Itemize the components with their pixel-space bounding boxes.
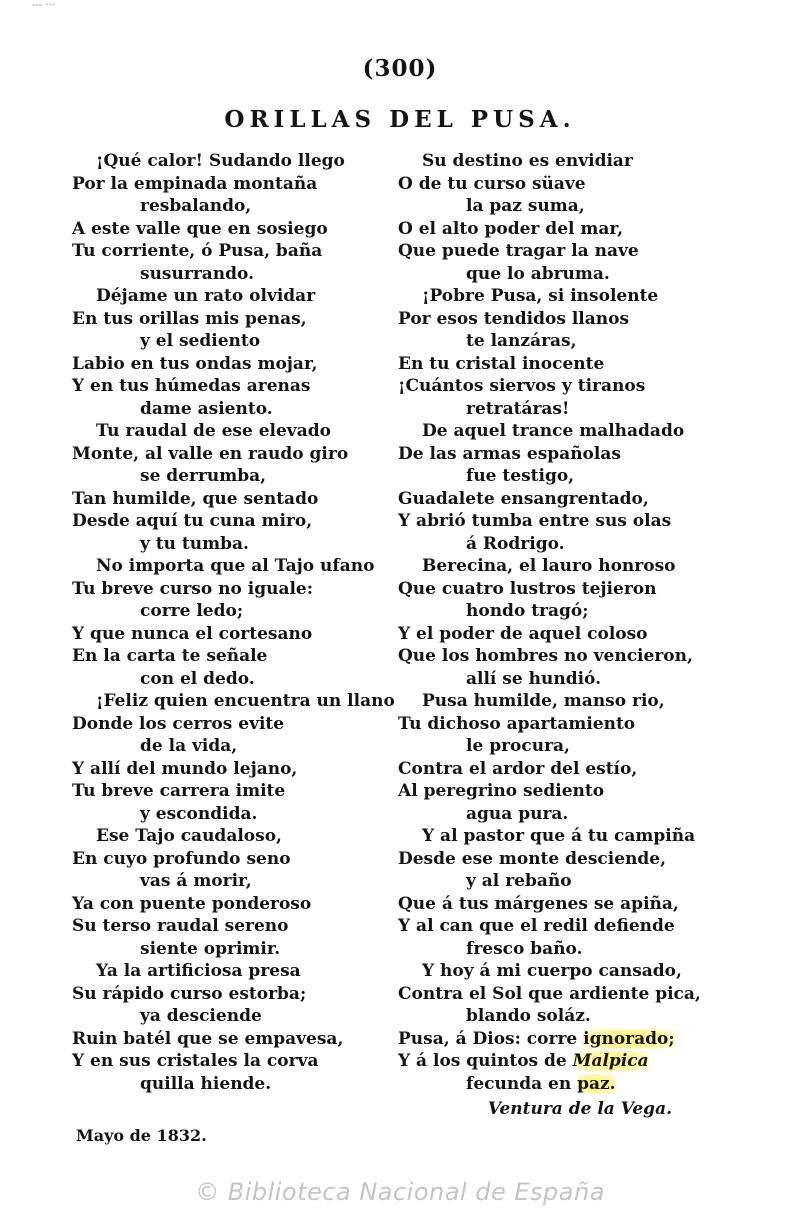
highlight-mark: Malpica [572, 1051, 649, 1071]
poem-line: se derrumba, [140, 466, 267, 486]
poem-line: Tan humilde, que sentado [72, 488, 319, 509]
poem-line: En tus orillas mis penas, [72, 308, 307, 329]
poem-line: quilla hiende. [140, 1073, 272, 1094]
poem-line: Pusa, á Dios: corre ignorado; [398, 1028, 675, 1049]
poem-line: Ya la artificiosa presa [96, 961, 301, 981]
poem-line: Por la empinada montaña [72, 173, 318, 194]
poem-line: Monte, al valle en raudo giro [72, 443, 349, 464]
poem-line: allí se hundió. [466, 668, 601, 689]
poem-line: de la vida, [140, 736, 238, 756]
poem-line: En cuyo profundo seno [72, 848, 291, 869]
poem-line: Donde los cerros evite [72, 713, 285, 734]
poem-line: y escondida. [140, 803, 258, 824]
poem-line: Contra el ardor del estío, [398, 758, 638, 779]
poem-line: Desde aquí tu cuna miro, [72, 511, 313, 531]
poem-line: Que puede tragar la nave [398, 241, 639, 261]
author-signature: Ventura de la Vega. [487, 1099, 672, 1119]
poem-line: Y el poder de aquel coloso [398, 623, 648, 644]
poem-line: Labio en tus ondas mojar, [72, 353, 318, 374]
poem-line: siente oprimir. [140, 938, 281, 959]
poem-line: que lo abruma. [466, 263, 610, 284]
poem-line: O de tu curso süave [398, 173, 586, 194]
poem-line: Y al pastor que á tu campiña [422, 826, 696, 846]
poem-line: la paz suma, [466, 196, 585, 216]
poem-line: ¡Qué calor! Sudando llego [96, 151, 345, 171]
poem-line: corre ledo; [140, 601, 244, 621]
poem-line: Y en tus húmedas arenas [72, 376, 311, 396]
poem-line: te lanzáras, [466, 331, 577, 351]
date-line: Mayo de 1832. [76, 1126, 207, 1145]
poem-line: Y al can que el redil defiende [398, 916, 675, 936]
corner-marks: --- ··· [32, 0, 55, 11]
poem-left-column [72, 150, 417, 1095]
poem-line: hondo tragó; [466, 601, 589, 621]
poem-line: No importa que al Tajo ufano [96, 556, 375, 576]
poem-line: ya desciende [140, 1006, 262, 1026]
poem-line: y tu tumba. [140, 533, 249, 554]
library-watermark: © Biblioteca Nacional de España [195, 1178, 605, 1206]
poem-line: En tu cristal inocente [398, 353, 605, 374]
poem-line: vas á morir, [140, 871, 252, 891]
poem-line: Ruin batél que se empavesa, [72, 1028, 344, 1049]
poem-line: Que á tus márgenes se apiña, [398, 893, 679, 914]
poem-line: Berecina, el lauro honroso [422, 556, 676, 576]
highlight-mark: ignorado; [583, 1028, 675, 1049]
poem-line: Su rápido curso estorba; [72, 983, 307, 1004]
poem-line: y el sediento [140, 331, 261, 351]
poem-line: Que cuatro lustros tejieron [398, 578, 657, 599]
poem-line: ¡Pobre Pusa, si insolente [422, 286, 659, 306]
poem-line: De aquel trance malhadado [422, 421, 685, 441]
poem-line: Ese Tajo caudaloso, [96, 826, 282, 846]
poem-line: Que los hombres no vencieron, [398, 646, 693, 666]
poem-title: ORILLAS DEL PUSA. [224, 106, 576, 133]
poem-line: y al rebaño [466, 871, 572, 891]
poem-line: Y allí del mundo lejano, [72, 758, 298, 779]
poem-line: Por esos tendidos llanos [398, 308, 630, 329]
poem-line: De las armas españolas [398, 443, 621, 464]
poem-line: Contra el Sol que ardiente pica, [398, 983, 701, 1004]
poem-line: En la carta te señale [72, 646, 268, 666]
poem-line: Al peregrino sediento [398, 781, 605, 801]
poem-line: Guadalete ensangrentado, [398, 488, 649, 509]
poem-line: fresco baño. [466, 938, 583, 959]
poem-line: Ya con puente ponderoso [72, 893, 312, 914]
poem-line: retratáras! [466, 398, 570, 419]
poem-line: Y que nunca el cortesano [72, 623, 313, 644]
poem-line: Y á los quintos de Malpica [398, 1051, 649, 1071]
poem-line: ¡Feliz quien encuentra un llano [96, 691, 395, 711]
poem-line: dame asiento. [140, 398, 273, 419]
poem-line: susurrando. [140, 263, 254, 284]
poem-line: A este valle que en sosiego [72, 218, 328, 239]
poem-line: Y en sus cristales la corva [72, 1051, 319, 1071]
poem-line: agua pura. [466, 803, 569, 824]
poem-line: á Rodrigo. [466, 533, 565, 554]
poem-line: Tu raudal de ese elevado [96, 421, 331, 441]
poem-line: Tu corriente, ó Pusa, baña [72, 241, 323, 261]
highlight-mark: paz. [577, 1073, 616, 1094]
poem-line: con el dedo. [140, 668, 255, 689]
poem-line: blando soláz. [466, 1006, 591, 1026]
page-number: (300) [362, 55, 438, 82]
poem-line: Tu breve curso no iguale: [72, 578, 314, 599]
poem-line: Tu dichoso apartamiento [398, 713, 636, 734]
poem-line: fue testigo, [466, 466, 575, 486]
poem-line: resbalando, [140, 196, 252, 216]
poem-line: Pusa humilde, manso rio, [422, 691, 665, 711]
poem-line: ¡Cuántos siervos y tiranos [398, 376, 646, 396]
poem-line: fecunda en paz. [466, 1073, 616, 1094]
poem-line: Su terso raudal sereno [72, 916, 289, 936]
poem-line: Y hoy á mi cuerpo cansado, [422, 961, 682, 981]
poem-line: le procura, [466, 736, 570, 756]
poem-line: Tu breve carrera imite [72, 781, 286, 801]
poem-line: Y abrió tumba entre sus olas [398, 511, 672, 531]
poem-line: O el alto poder del mar, [398, 218, 624, 239]
poem-line: Su destino es envidiar [422, 151, 633, 171]
poem-right-column [398, 150, 743, 1095]
poem-line: Déjame un rato olvidar [96, 286, 316, 306]
poem-line: Desde ese monte desciende, [398, 848, 667, 869]
